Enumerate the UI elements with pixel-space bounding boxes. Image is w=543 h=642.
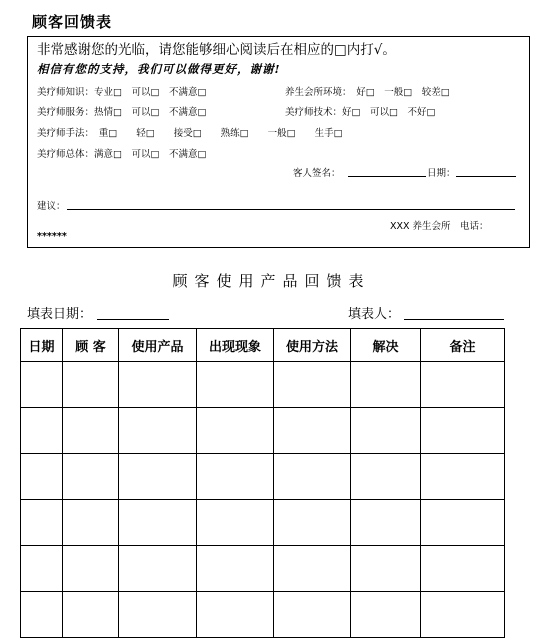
table-cell[interactable] [21,362,63,408]
table-cell[interactable] [351,546,421,592]
table-cell[interactable] [197,546,274,592]
table-cell[interactable] [21,546,63,592]
col-header-product: 使用产品 [119,329,197,362]
col-header-solution: 解决 [351,329,421,362]
fill-date-line [97,319,169,320]
table-cell[interactable] [119,546,197,592]
col-header-remarks: 备注 [421,329,505,362]
table-cell[interactable] [119,454,197,500]
rating-row-service: 美疗师服务：热情□ 可以□ 不满意□ [37,107,207,118]
table-body [21,362,505,638]
suggestion-label: 建议： [37,201,66,212]
signature-label: 客人签名： [293,168,341,179]
table-cell[interactable] [351,408,421,454]
fill-date-label: 填表日期： [27,307,93,322]
table-cell[interactable] [63,546,119,592]
table-cell[interactable] [197,408,274,454]
table-cell[interactable] [421,362,505,408]
table-cell[interactable] [119,362,197,408]
rating-row-knowledge: 美疗师知识：专业□ 可以□ 不满意□ [37,87,207,98]
table-row [21,454,505,500]
rating-row-overall: 美疗师总体：满意□ 可以□ 不满意□ [37,149,207,160]
table-cell[interactable] [197,454,274,500]
table-cell[interactable] [274,454,351,500]
table-cell[interactable] [119,408,197,454]
table-cell[interactable] [421,408,505,454]
suggestion-line [67,209,515,210]
table-cell[interactable] [63,592,119,638]
date-label: 日期： [427,168,456,179]
table-cell[interactable] [21,454,63,500]
rating-row-environment: 养生会所环境： 好□ 一般□ 较差□ [285,87,450,98]
table-cell[interactable] [351,454,421,500]
table-row [21,408,505,454]
filler-line [404,319,504,320]
stars-mark: ****** [37,231,67,242]
table-cell[interactable] [63,500,119,546]
rating-row-technique: 美疗师技术：好□ 可以□ 不好□ [285,107,436,118]
table-header-row [21,329,505,362]
table-cell[interactable] [274,592,351,638]
col-header-date: 日期 [21,329,63,362]
table-cell[interactable] [421,592,505,638]
table-cell[interactable] [274,408,351,454]
table-cell[interactable] [421,500,505,546]
slogan-text: 相信有您的支持，我们可以做得更好，谢谢! [37,62,281,76]
table-cell[interactable] [421,546,505,592]
table-cell[interactable] [351,592,421,638]
table-row [21,500,505,546]
col-header-customer: 顾 客 [63,329,119,362]
table-cell[interactable] [63,362,119,408]
col-header-phenomenon: 出现现象 [197,329,274,362]
table-cell[interactable] [63,454,119,500]
table-row [21,362,505,408]
signature-line [348,176,426,177]
intro-text: 非常感谢您的光临，请您能够细心阅读后在相应的□内打√。 [37,42,396,58]
feedback-card-title: 顾客回馈表 [32,13,113,31]
table-cell[interactable] [351,362,421,408]
filler-label: 填表人： [348,307,401,322]
table-cell[interactable] [197,592,274,638]
table-cell[interactable] [21,500,63,546]
form-title: 顾客使用产品回馈表 [172,272,371,290]
table-cell[interactable] [63,408,119,454]
shop-info: XXX 养生会所 电话： [390,221,489,232]
table-cell[interactable] [197,500,274,546]
table-cell[interactable] [274,546,351,592]
table-cell[interactable] [421,454,505,500]
rating-row-handling: 美疗师手法： 重□ 轻□ 接受□ 熟练□ 一般□ 生手□ [37,128,343,139]
table-cell[interactable] [274,362,351,408]
table-row [21,546,505,592]
table-cell[interactable] [351,500,421,546]
col-header-method: 使用方法 [274,329,351,362]
table-cell[interactable] [119,500,197,546]
table-cell[interactable] [197,362,274,408]
table-cell[interactable] [21,592,63,638]
table-cell[interactable] [274,500,351,546]
table-cell[interactable] [119,592,197,638]
date-line [456,176,516,177]
product-feedback-table [20,328,505,638]
table-cell[interactable] [21,408,63,454]
table-row [21,592,505,638]
